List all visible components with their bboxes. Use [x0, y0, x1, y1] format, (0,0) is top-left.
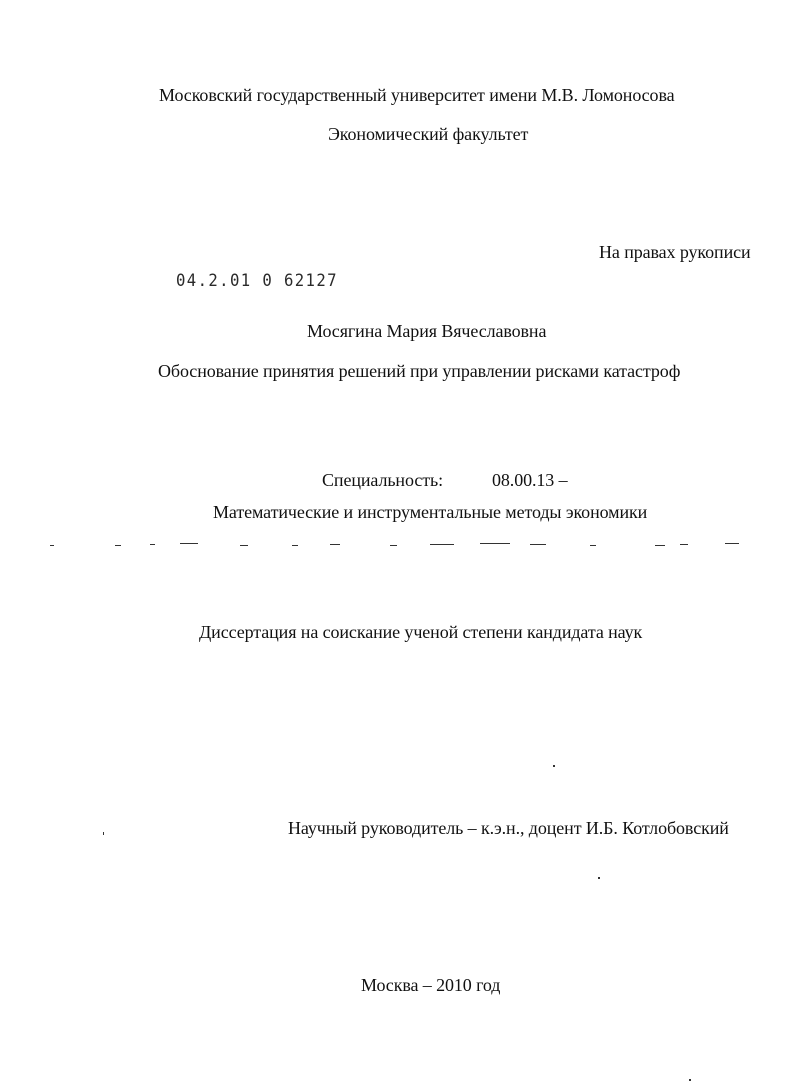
specialty-code: 08.00.13 – [492, 470, 568, 490]
specialty-name: Математические и инструментальные методы экономики [213, 502, 648, 522]
scan-dust-speck [689, 1079, 691, 1081]
university-name: Московский государственный университет имени М.В. Ломоносова [159, 85, 675, 105]
dissertation-title: Обоснование принятия решений при управлении рисками катастроф [158, 361, 681, 381]
scientific-supervisor: Научный руководитель – к.э.н., доцент И.Б. Котлобовский [288, 818, 729, 838]
scan-dust-speck [553, 765, 555, 767]
author-name: Мосягина Мария Вячеславовна [307, 321, 547, 341]
scan-dust-speck [598, 877, 600, 879]
dissertation-type: Диссертация на соискание ученой степени кандидата наук [199, 622, 643, 642]
manuscript-rights-note: На правах рукописи [599, 242, 751, 262]
scan-noise-line [30, 541, 750, 549]
specialty-label: Специальность: [322, 470, 443, 490]
registration-stamp-number: 04.2.01 0 62127 [176, 271, 338, 291]
city-and-year: Москва – 2010 год [361, 975, 501, 995]
scan-dust-speck [103, 832, 104, 835]
faculty-name: Экономический факультет [328, 124, 529, 144]
